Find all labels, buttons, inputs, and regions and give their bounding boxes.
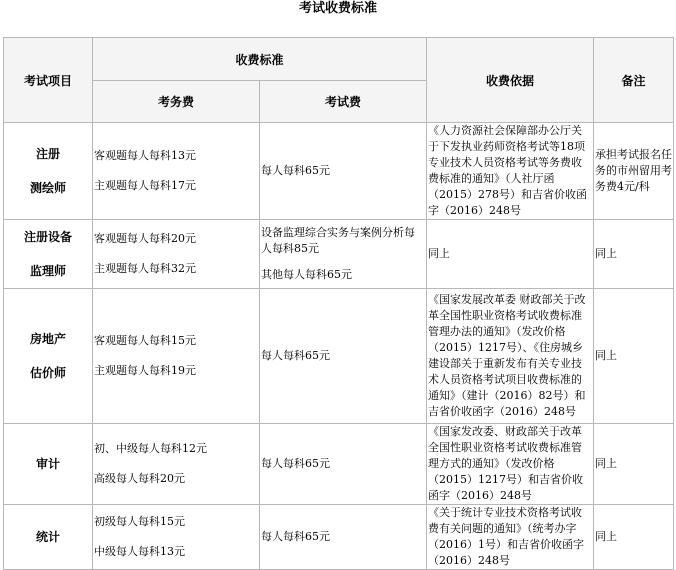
header-item: 考试项目 <box>4 38 93 123</box>
affairs-fee-line: 主观题每人每科19元 <box>94 364 196 377</box>
table-row <box>4 220 674 289</box>
table-row <box>4 123 674 220</box>
affairs-fee-cell <box>93 220 260 289</box>
exam-fee-cell <box>260 289 427 424</box>
exam-item-name: 注册设备 <box>23 230 72 244</box>
header-exam-fee: 考试费 <box>260 81 427 123</box>
remark-cell: 承担考试报名任务的市州留用考务费4元/科 <box>594 123 674 220</box>
fee-basis-cell: 《国家发改委、财政部关于改革全国性职业资格考试收费标准管理方式的通知》（发改价格（2015）1217号）和吉省价收函字（2016）248号 <box>427 424 594 505</box>
affairs-fee-line: 客观题每人每科13元 <box>94 149 196 162</box>
exam-item-name: 测绘师 <box>29 181 66 195</box>
affairs-fee-line: 客观题每人每科20元 <box>94 232 196 245</box>
remark-cell: 同上 <box>594 289 674 424</box>
exam-item-name: 注册 <box>35 147 60 161</box>
fee-basis-cell: 《人力资源社会保障部办公厅关于下发执业药师资格考试等18项专业技术人员资格考试等务费收费标准的通知》（人社厅函（2015）278号）和吉省价收函字（2016）248号 <box>427 123 594 220</box>
page-title: 考试收费标准 <box>298 1 377 16</box>
affairs-fee-cell <box>93 289 260 424</box>
exam-item-name: 估价师 <box>29 366 66 380</box>
exam-item-name: 房地产 <box>29 332 66 346</box>
exam-item-cell <box>4 424 93 505</box>
exam-fee-line: 每人每科65元 <box>261 530 330 543</box>
exam-item-cell <box>4 123 93 220</box>
exam-item-name: 统计 <box>35 530 60 544</box>
header-remark: 备注 <box>594 38 674 123</box>
exam-fee-line: 每人每科65元 <box>261 349 330 362</box>
affairs-fee-line: 初、中级每人每科12元 <box>94 442 207 455</box>
exam-fee-cell <box>260 424 427 505</box>
affairs-fee-line: 高级每人每科20元 <box>94 472 185 485</box>
affairs-fee-line: 主观题每人每科17元 <box>94 179 196 192</box>
exam-fee-line: 其他每人每科65元 <box>261 268 352 281</box>
table-row <box>4 424 674 505</box>
fee-basis-cell: 《国家发展改革委 财政部关于改革全国性职业资格考试收费标准管理办法的通知》（发改价格（2015）1217号）、《住房城乡建设部关于重新发布有关专业技术人员资格考试项目收费标准的通知》（建计（2016）82号）和吉省价收函字（2016）248号 <box>427 289 594 424</box>
exam-item-cell <box>4 220 93 289</box>
affairs-fee-line: 中级每人每科13元 <box>94 545 185 558</box>
affairs-fee-cell <box>93 424 260 505</box>
exam-fee-cell <box>260 220 427 289</box>
header-row-1 <box>4 38 674 81</box>
remark-cell: 同上 <box>594 424 674 505</box>
exam-fee-line: 每人每科65元 <box>261 164 330 177</box>
table-row <box>4 289 674 424</box>
fee-standard-table <box>3 37 674 570</box>
fee-basis-cell: 《关于统计专业技术资格考试收费有关问题的通知》（统考办字（2016）1号）和吉省价收函字（2016）248号 <box>427 505 594 570</box>
exam-fee-line: 每人每科65元 <box>261 457 330 470</box>
affairs-fee-line: 初级每人每科15元 <box>94 515 185 528</box>
affairs-fee-line: 主观题每人每科32元 <box>94 262 196 275</box>
exam-fee-line: 设备监理综合实务与案例分析每人每科85元 <box>261 226 415 255</box>
affairs-fee-cell <box>93 123 260 220</box>
affairs-fee-line: 客观题每人每科15元 <box>94 334 196 347</box>
exam-item-cell <box>4 289 93 424</box>
exam-item-name: 监理师 <box>29 264 66 278</box>
remark-cell: 同上 <box>594 505 674 570</box>
header-standard: 收费标准 <box>93 38 427 81</box>
fee-basis-cell: 同上 <box>427 220 594 289</box>
remark-cell: 同上 <box>594 220 674 289</box>
header-basis: 收费依据 <box>427 38 594 123</box>
exam-item-name: 审计 <box>35 457 60 471</box>
header-affairs-fee: 考务费 <box>93 81 260 123</box>
exam-fee-cell <box>260 123 427 220</box>
